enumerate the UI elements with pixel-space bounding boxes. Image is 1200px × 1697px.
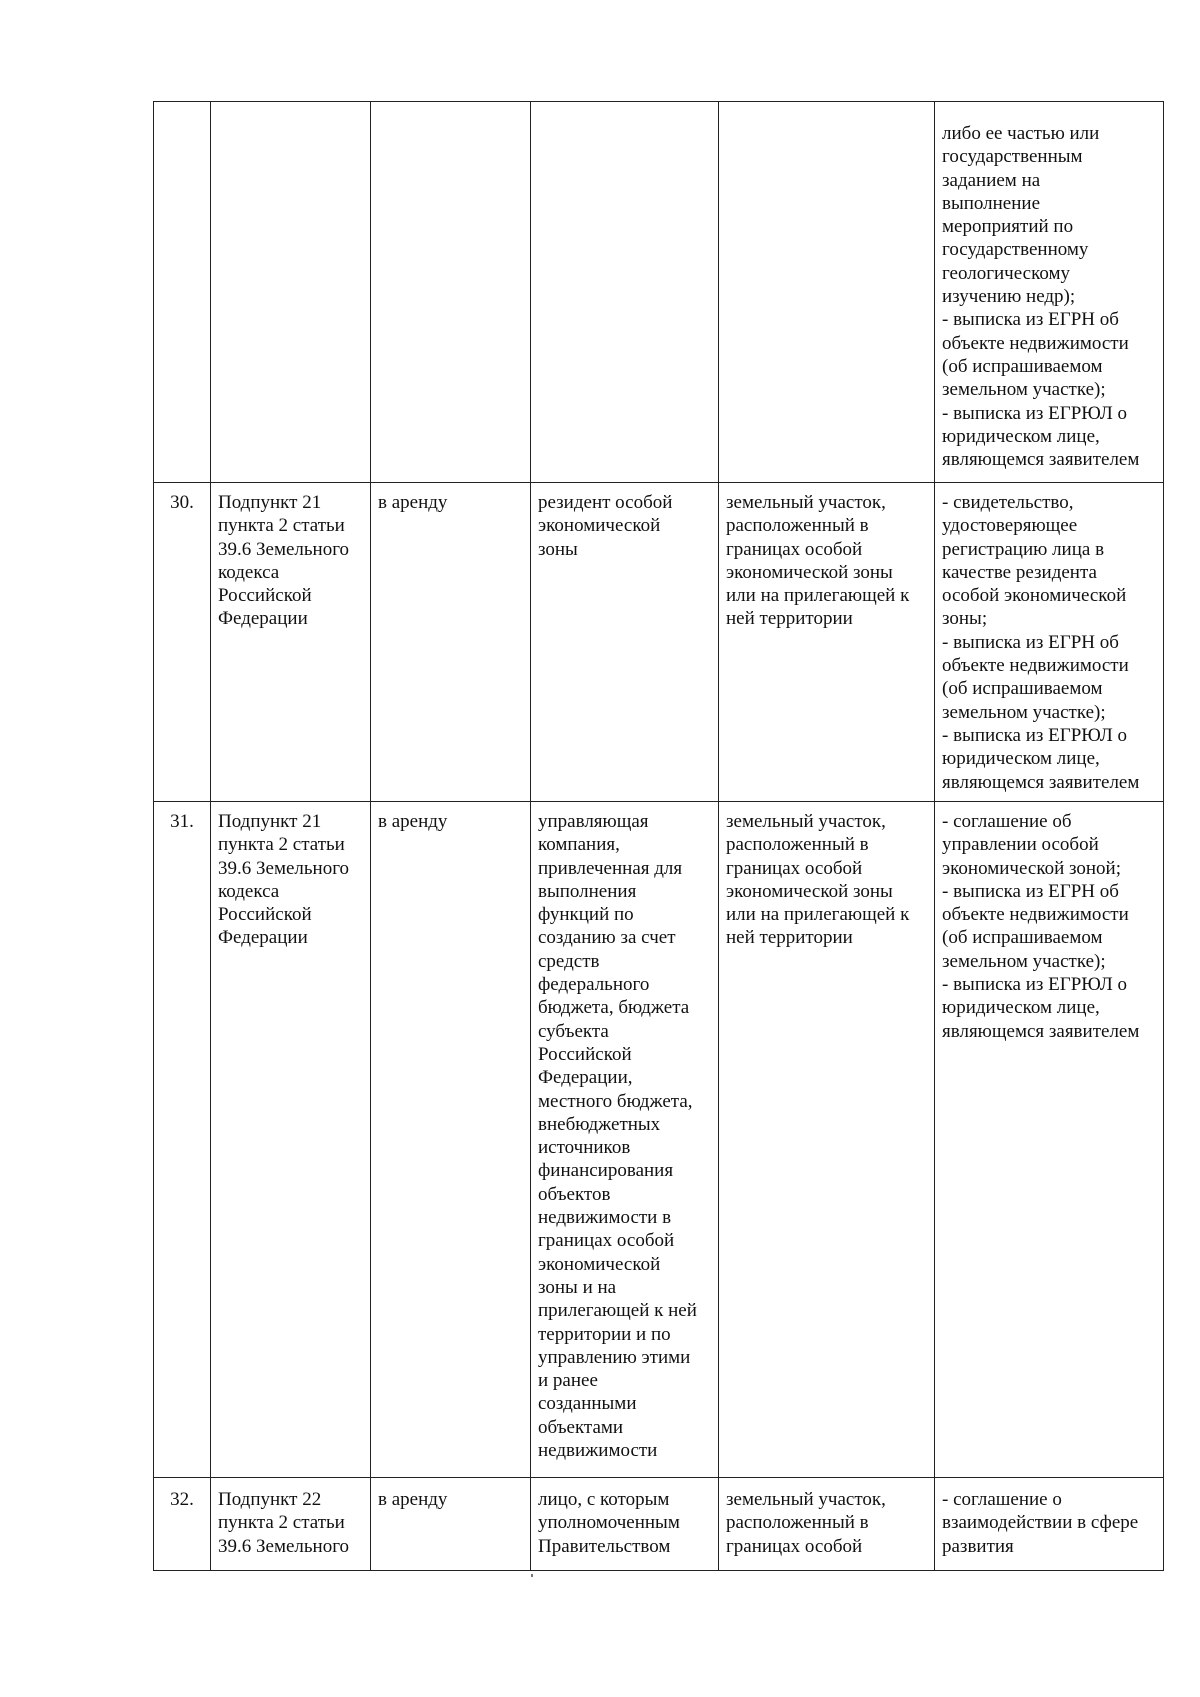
documents-cell: либо ее частью или государственным заданием на выполнение мероприятий по государственному геологическому изучению недр); - выписка из ЕГРН об объекте недвижимости (об испрашиваемом земельном участке); - выписка из ЕГРЮЛ о юридическом лице, являющемся заявителем — [935, 102, 1164, 483]
right-type-cell: в аренду — [371, 1478, 531, 1571]
requirements-table — [153, 101, 1164, 1571]
applicant-cell: резидент особой экономической зоны — [531, 483, 719, 802]
documents-cell: - соглашение о взаимодействии в сфере развития — [935, 1478, 1164, 1571]
scan-speck — [531, 1574, 533, 1577]
legal-basis-cell: Подпункт 21 пункта 2 статьи 39.6 Земельного кодекса Российской Федерации — [211, 483, 371, 802]
right-type-cell: в аренду — [371, 483, 531, 802]
land-plot-cell — [719, 102, 935, 483]
land-plot-cell: земельный участок, расположенный в границах особой — [719, 1478, 935, 1571]
legal-basis-cell: Подпункт 22 пункта 2 статьи 39.6 Земельного — [211, 1478, 371, 1571]
documents-cell: - соглашение об управлении особой экономической зоной; - выписка из ЕГРН об объекте недвижимости (об испрашиваемом земельном участке); - выписка из ЕГРЮЛ о юридическом лице, являющемся заявителем — [935, 802, 1164, 1478]
applicant-cell: управляющая компания, привлеченная для выполнения функций по созданию за счет средств федерального бюджета, бюджета субъекта Российской Федерации, местного бюджета, внебюджетных источников финансирования объектов недвижимости в границах особой экономической зоны и на прилегающей к ней территории и по управлению этими и ранее созданными объектами недвижимости — [531, 802, 719, 1478]
applicant-cell — [531, 102, 719, 483]
land-plot-cell: земельный участок, расположенный в границах особой экономической зоны или на прилегающей к ней территории — [719, 802, 935, 1478]
table-row — [154, 102, 1164, 483]
legal-basis-cell — [211, 102, 371, 483]
applicant-cell: лицо, с которым уполномоченным Правительством — [531, 1478, 719, 1571]
right-type-cell — [371, 102, 531, 483]
legal-basis-cell: Подпункт 21 пункта 2 статьи 39.6 Земельного кодекса Российской Федерации — [211, 802, 371, 1478]
right-type-cell: в аренду — [371, 802, 531, 1478]
table-row — [154, 802, 1164, 1478]
documents-cell: - свидетельство, удостоверяющее регистрацию лица в качестве резидента особой экономической зоны; - выписка из ЕГРН об объекте недвижимости (об испрашиваемом земельном участке); - выписка из ЕГРЮЛ о юридическом лице, являющемся заявителем — [935, 483, 1164, 802]
row-number-cell: 32. — [154, 1478, 211, 1571]
row-number-cell: 30. — [154, 483, 211, 802]
row-number-cell — [154, 102, 211, 483]
row-number-cell: 31. — [154, 802, 211, 1478]
table-row — [154, 1478, 1164, 1571]
land-plot-cell: земельный участок, расположенный в границах особой экономической зоны или на прилегающей к ней территории — [719, 483, 935, 802]
table-row — [154, 483, 1164, 802]
